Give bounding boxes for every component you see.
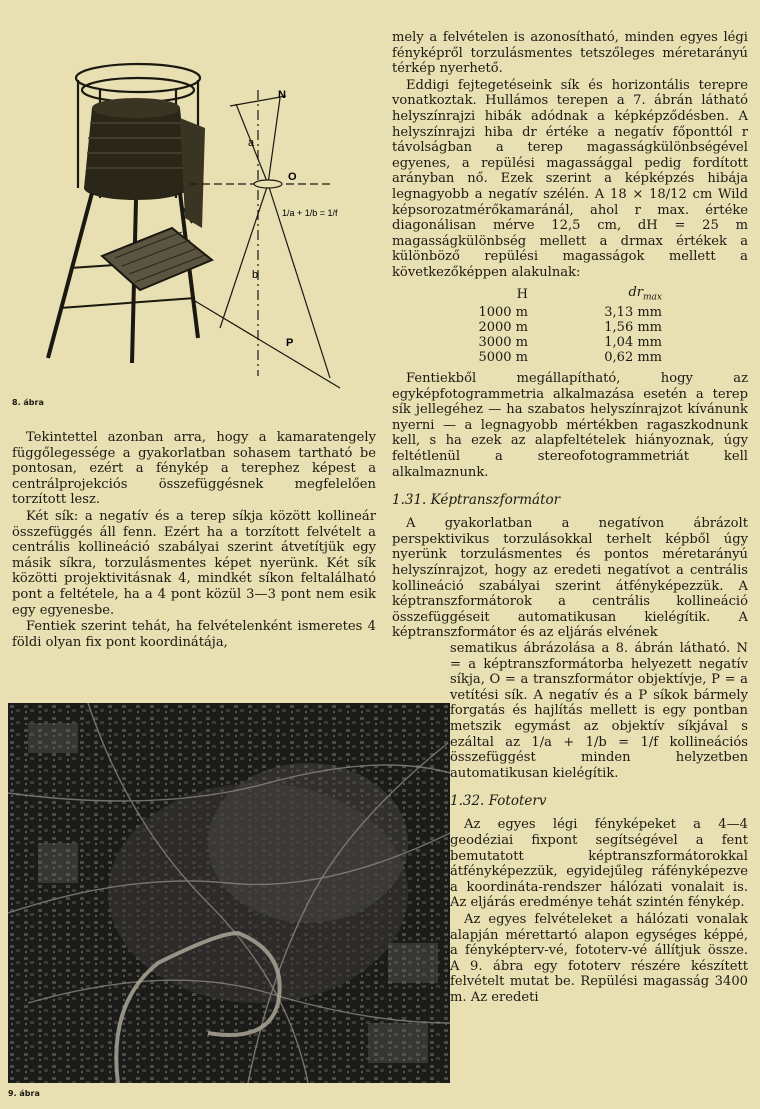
section-heading-1-32: 1.32. Fototerv xyxy=(450,793,547,810)
table-row xyxy=(438,335,702,350)
right-paragraph-7: Az egyes felvételeket a hálózati vonalak alapján mérettartó alapon egységes képpé, a fényképterv-vé, fototerv-vé állítjuk össze. A 9. ábra egy fototerv részére készített felvételt mutat be. Repülési magasság 3400 m. Az eredeti xyxy=(450,911,748,1005)
left-column xyxy=(12,430,376,650)
figure-8-drawing xyxy=(30,28,360,393)
dr-table-header-drmax: $dr_{max}$ xyxy=(628,284,662,303)
figure-9-aerial-photo xyxy=(8,703,450,1083)
figure-9-caption: 9. ábra xyxy=(8,1089,40,1098)
left-paragraph-3: Fentiek szerint tehát, ha felvételenként ismeretes 4 földi olyan fix pont koordinátája, xyxy=(12,619,376,650)
table-row xyxy=(438,320,702,335)
table-cell-h: 3000 m xyxy=(478,335,528,351)
figure-8-explanation xyxy=(450,641,748,1005)
right-paragraph-6: Az egyes légi fényképeket a 4—4 geodéziai fixpont segítségével a fent bemutatott képtranszformátorokkal átfényképezzük, egyidejűleg ráfényképezve a koordináta-rendszer hálózati vonalait is. Az eljárás eredménye tehát szintén fénykép. xyxy=(450,817,748,911)
figure-8-caption: 8. ábra xyxy=(12,398,44,407)
label-b: b xyxy=(252,269,259,281)
table-cell-dr: 1,04 mm xyxy=(604,335,662,351)
label-o: O xyxy=(288,171,297,183)
right-column xyxy=(392,30,748,1005)
right-paragraph-4: A gyakorlatban a negatívon ábrázolt perspektivikus torzulásokkal terhelt képből úgy nyerünk torzulásmentes és pontos méretarányú helyszínrajzot, hogy az eredeti negatívot a centrális kollineáció szabályai szerint átfényképezzük. A képtranszformátorok a centrális kollineáció összefüggéseit automatikusan kielégítik. A képtranszformátor és az eljárás elvének xyxy=(392,516,748,641)
table-cell-dr: 1,56 mm xyxy=(604,320,662,336)
right-paragraph-1: mely a felvételen is azonosítható, minden egyes légi fényképről torzulásmentes tetszőleges méretarányú térkép nyerhető. xyxy=(392,30,748,77)
dr-table xyxy=(438,285,702,366)
label-a: a xyxy=(248,137,255,149)
table-cell-h: 1000 m xyxy=(478,305,528,321)
right-paragraph-5: sematikus ábrázolása a 8. ábrán látható. N = a képtranszformátorba helyezett negatív síkja, O = a transzformátor objektívje, P = a vetítési sík. A negatív és a P síkok bármely forgatás és hajlítás mellett is egy pontban metszik egymást az objektív síkjával s ezáltal az 1/a + 1/b = 1/f kollineációs összefüggést minden helyzetben automatikusan kielégítik. xyxy=(450,641,748,781)
dr-table-header-h: H xyxy=(516,287,528,303)
label-n: N xyxy=(278,89,286,101)
left-paragraph-2: Két sík: a negatív és a terep síkja között kollineár összefüggés áll fenn. Ezért ha a torzított felvételt a centrális kollineáció szabályai szerint átvetítjük egy másik síkra, torzulásmentes képet nyerünk. Két sík közötti projektivitásnak 4, mindkét síkon feltalálható pont a feltétele, ha a 4 pont közül 3—3 pont nem esik egy egyenesbe. xyxy=(12,508,376,618)
section-heading-1-31: 1.31. Képtranszformátor xyxy=(392,492,561,509)
dr-table-header xyxy=(438,285,702,306)
table-cell-dr: 0,62 mm xyxy=(604,350,662,366)
table-cell-h: 2000 m xyxy=(478,320,528,336)
label-formula: 1/a + 1/b = 1/f xyxy=(282,208,338,218)
table-cell-h: 5000 m xyxy=(478,350,528,366)
table-row xyxy=(438,350,702,365)
label-p: P xyxy=(286,337,294,349)
table-row xyxy=(438,305,702,320)
right-paragraph-2: Eddigi fejtegetéseink sík és horizontális terepre vonatkoztak. Hullámos terepen a 7. ábrán látható helyszínrajzi hibák adódnak a képképződésben. A helyszínrajzi hiba dr értéke a negatív főponttól r távolságban a terep magasságkülönbségével egyenes, a repülési magassággal pedig fordított arányban nő. Ezek szerint a képképzés hibája legnagyobb a negatív szélén. A 18 × 18/12 cm Wild képsorozatmérőkamaránál, ahol r max. értéke diagonálisan mérve 12,5 cm, dH = 25 m magasságkülönbség mellett a drmax értékek a különböző repülési magasságok mellett a következőképpen alakulnak: xyxy=(392,77,748,280)
right-paragraph-3: Fentiekből megállapítható, hogy az egyképfotogrammetria alkalmazása esetén a terep sík jellegéhez — ha szabatos helyszínrajzot kívánunk nyerni — a legnagyobb mértékben ragaszkodnunk kell, s ha ezek az alapfeltételek hiányoznak, úgy feltétlenül a stereofotogrammetriát kell alkalmaznunk. xyxy=(392,371,748,480)
left-paragraph-1: Tekintettel azonban arra, hogy a kamaratengely függőlegessége a gyakorlatban sohasem tartható be pontosan, ezért a fénykép a terephez képest a centrálprojekciós összefüggésnek megfelelően torzított lesz. xyxy=(12,430,376,508)
table-cell-dr: 3,13 mm xyxy=(604,305,662,321)
